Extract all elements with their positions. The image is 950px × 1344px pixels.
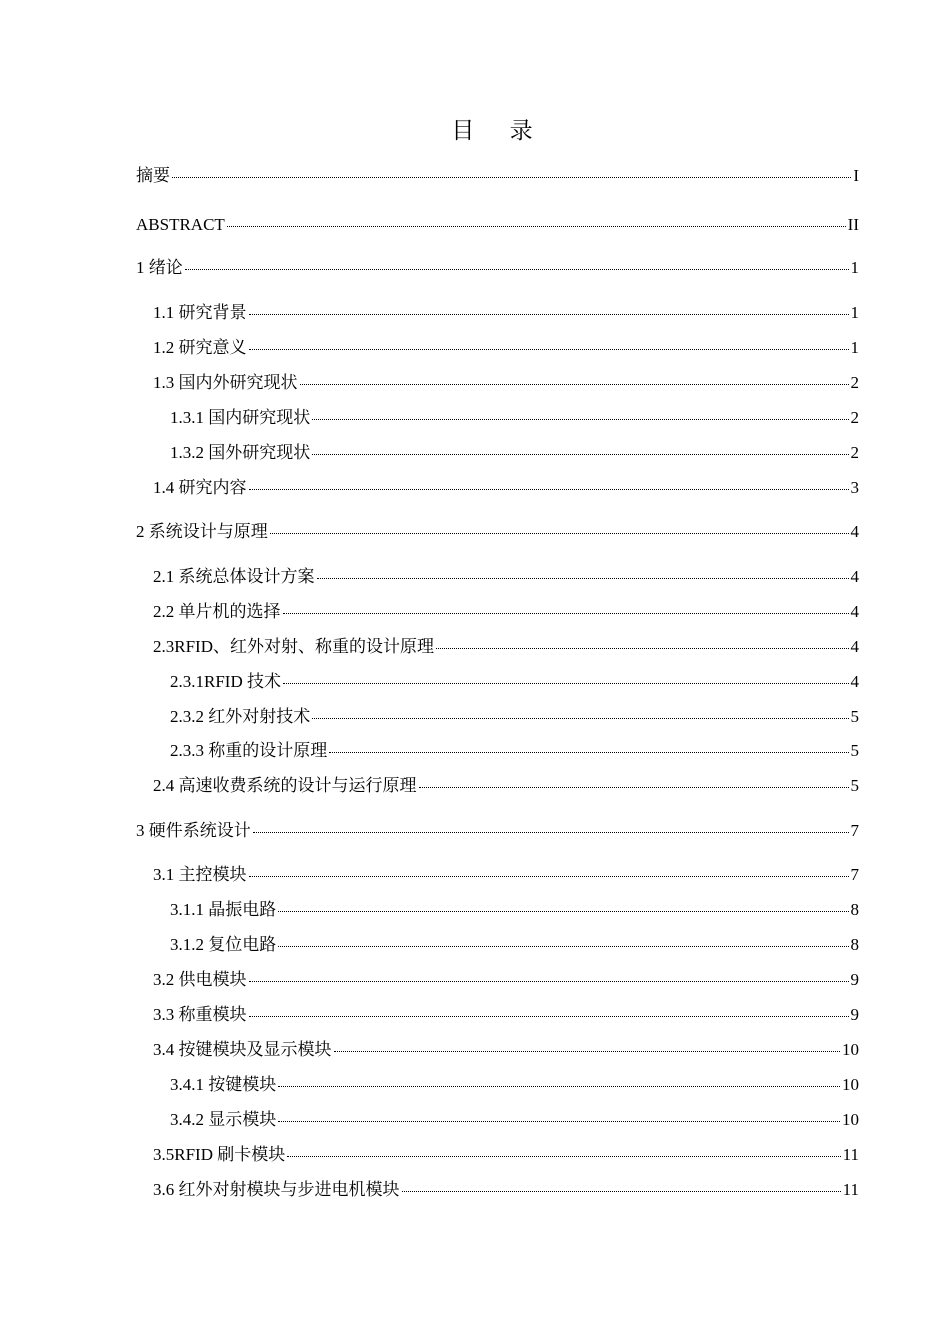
toc-entry-label: 3 硬件系统设计	[136, 821, 251, 840]
toc-entry-3-1-1[interactable]	[170, 899, 859, 921]
toc-entry-label: 3.1.1 晶振电路	[170, 900, 277, 919]
toc-entry-label: 1 绪论	[136, 258, 183, 277]
dot-leader	[334, 1051, 841, 1052]
toc-entry-label: 1.4 研究内容	[153, 478, 247, 497]
dot-leader	[283, 613, 849, 614]
toc-entry-label: 3.1 主控模块	[153, 865, 247, 884]
toc-entry-page: 10	[842, 1040, 859, 1059]
toc-entry-2-3-1[interactable]	[170, 671, 859, 693]
toc-entry-label: 摘要	[136, 166, 170, 185]
toc-entry-1-3[interactable]	[153, 372, 859, 394]
toc-entry-chapter-2[interactable]	[136, 521, 859, 543]
toc-entry-page: 2	[850, 373, 859, 392]
toc-entry-2-2[interactable]	[153, 601, 859, 623]
toc-entry-1-2[interactable]	[153, 337, 859, 359]
toc-entry-page: 4	[850, 602, 859, 621]
toc-entry-3-6[interactable]	[153, 1179, 859, 1201]
dot-leader	[278, 1086, 840, 1087]
toc-entry-3-4-1[interactable]	[170, 1074, 859, 1096]
toc-entry-page: 4	[850, 672, 859, 691]
toc-entry-label: 3.2 供电模块	[153, 970, 247, 989]
dot-leader	[287, 1156, 840, 1157]
toc-entry-label: 2.3.3 称重的设计原理	[170, 741, 328, 760]
toc-entry-page: 1	[850, 338, 859, 357]
toc-entry-page: 2	[850, 443, 859, 462]
toc-entry-3-1-2[interactable]	[170, 934, 859, 956]
toc-entry-1-3-2[interactable]	[170, 442, 859, 464]
toc-entry-label: 1.3 国内外研究现状	[153, 373, 298, 392]
toc-entry-page: 2	[850, 408, 859, 427]
toc-entry-label: 3.4 按键模块及显示模块	[153, 1040, 332, 1059]
toc-entry-label: 2.4 高速收费系统的设计与运行原理	[153, 776, 417, 795]
toc-entry-3-3[interactable]	[153, 1004, 859, 1026]
toc-entry-1-3-1[interactable]	[170, 407, 859, 429]
toc-entry-label: 2.2 单片机的选择	[153, 602, 281, 621]
toc-entry-page: II	[847, 215, 859, 234]
dot-leader	[249, 489, 849, 490]
toc-entry-3-2[interactable]	[153, 969, 859, 991]
toc-entry-page: 8	[850, 900, 859, 919]
toc-entry-3-4-2[interactable]	[170, 1109, 859, 1131]
dot-leader	[278, 1121, 840, 1122]
toc-entry-page: 5	[850, 776, 859, 795]
toc-entry-page: 5	[850, 707, 859, 726]
toc-entry-1-1[interactable]	[153, 302, 859, 324]
dot-leader	[270, 533, 849, 534]
toc-entry-label: 1.3.2 国外研究现状	[170, 443, 311, 462]
toc-entry-2-3-2[interactable]	[170, 706, 859, 728]
toc-entry-2-3[interactable]	[153, 636, 859, 658]
dot-leader	[278, 946, 848, 947]
toc-entry-3-5[interactable]	[153, 1144, 859, 1166]
dot-leader	[249, 349, 849, 350]
toc-entry-page: 9	[850, 1005, 859, 1024]
toc-entry-label: 1.2 研究意义	[153, 338, 247, 357]
toc-title: 目 录	[451, 118, 547, 144]
toc-entry-3-1[interactable]	[153, 864, 859, 886]
toc-entry-page: 1	[850, 303, 859, 322]
dot-leader	[283, 683, 849, 684]
toc-entry-label: 2.3.1RFID 技术	[170, 672, 281, 691]
dot-leader	[227, 226, 846, 227]
toc-entry-page: 9	[850, 970, 859, 989]
toc-entry-page: 10	[842, 1075, 859, 1094]
dot-leader	[249, 876, 849, 877]
toc-entry-page: 4	[850, 637, 859, 656]
toc-entry-page: 4	[850, 522, 859, 541]
toc-entry-page: 8	[850, 935, 859, 954]
dot-leader	[172, 177, 851, 178]
toc-entry-label: 3.4.2 显示模块	[170, 1110, 277, 1129]
toc-entry-chapter-3[interactable]	[136, 820, 859, 842]
toc-entry-page: 5	[850, 741, 859, 760]
dot-leader	[419, 787, 849, 788]
toc-entry-page: 7	[850, 865, 859, 884]
toc-entry-chapter-1[interactable]	[136, 257, 859, 279]
toc-entry-label: 3.5RFID 刷卡模块	[153, 1145, 286, 1164]
dot-leader	[436, 648, 849, 649]
toc-entry-page: I	[853, 166, 859, 185]
toc-entry-abstract-en[interactable]	[136, 214, 859, 236]
toc-entry-label: 2.3.2 红外对射技术	[170, 707, 311, 726]
dot-leader	[249, 981, 849, 982]
toc-entry-label: 3.3 称重模块	[153, 1005, 247, 1024]
toc-entry-page: 3	[850, 478, 859, 497]
toc-entry-page: 7	[850, 821, 859, 840]
toc-entry-2-4[interactable]	[153, 775, 859, 797]
dot-leader	[249, 1016, 849, 1017]
dot-leader	[278, 911, 848, 912]
toc-entry-label: 2.1 系统总体设计方案	[153, 567, 315, 586]
toc-entry-2-1[interactable]	[153, 566, 859, 588]
dot-leader	[249, 314, 849, 315]
toc-entry-label: ABSTRACT	[136, 215, 225, 234]
toc-entry-label: 1.3.1 国内研究现状	[170, 408, 311, 427]
toc-entry-page: 11	[842, 1180, 859, 1199]
toc-entry-label: 2.3RFID、红外对射、称重的设计原理	[153, 637, 434, 656]
dot-leader	[317, 578, 849, 579]
toc-entry-label: 2 系统设计与原理	[136, 522, 268, 541]
dot-leader	[312, 419, 848, 420]
dot-leader	[312, 718, 848, 719]
toc-entry-label: 3.6 红外对射模块与步进电机模块	[153, 1180, 400, 1199]
toc-entry-page: 1	[850, 258, 859, 277]
toc-entry-label: 1.1 研究背景	[153, 303, 247, 322]
dot-leader	[329, 752, 848, 753]
toc-entry-label: 3.4.1 按键模块	[170, 1075, 277, 1094]
toc-entry-page: 10	[842, 1110, 859, 1129]
toc-entry-label: 3.1.2 复位电路	[170, 935, 277, 954]
toc-entry-2-3-3[interactable]	[170, 740, 859, 762]
toc-entry-abstract-cn[interactable]	[136, 165, 859, 187]
dot-leader	[300, 384, 849, 385]
toc-entry-page: 4	[850, 567, 859, 586]
dot-leader	[253, 832, 849, 833]
toc-entry-1-4[interactable]	[153, 477, 859, 499]
dot-leader	[312, 454, 848, 455]
dot-leader	[185, 269, 849, 270]
toc-entry-page: 11	[842, 1145, 859, 1164]
toc-entry-3-4[interactable]	[153, 1039, 859, 1061]
dot-leader	[402, 1191, 841, 1192]
